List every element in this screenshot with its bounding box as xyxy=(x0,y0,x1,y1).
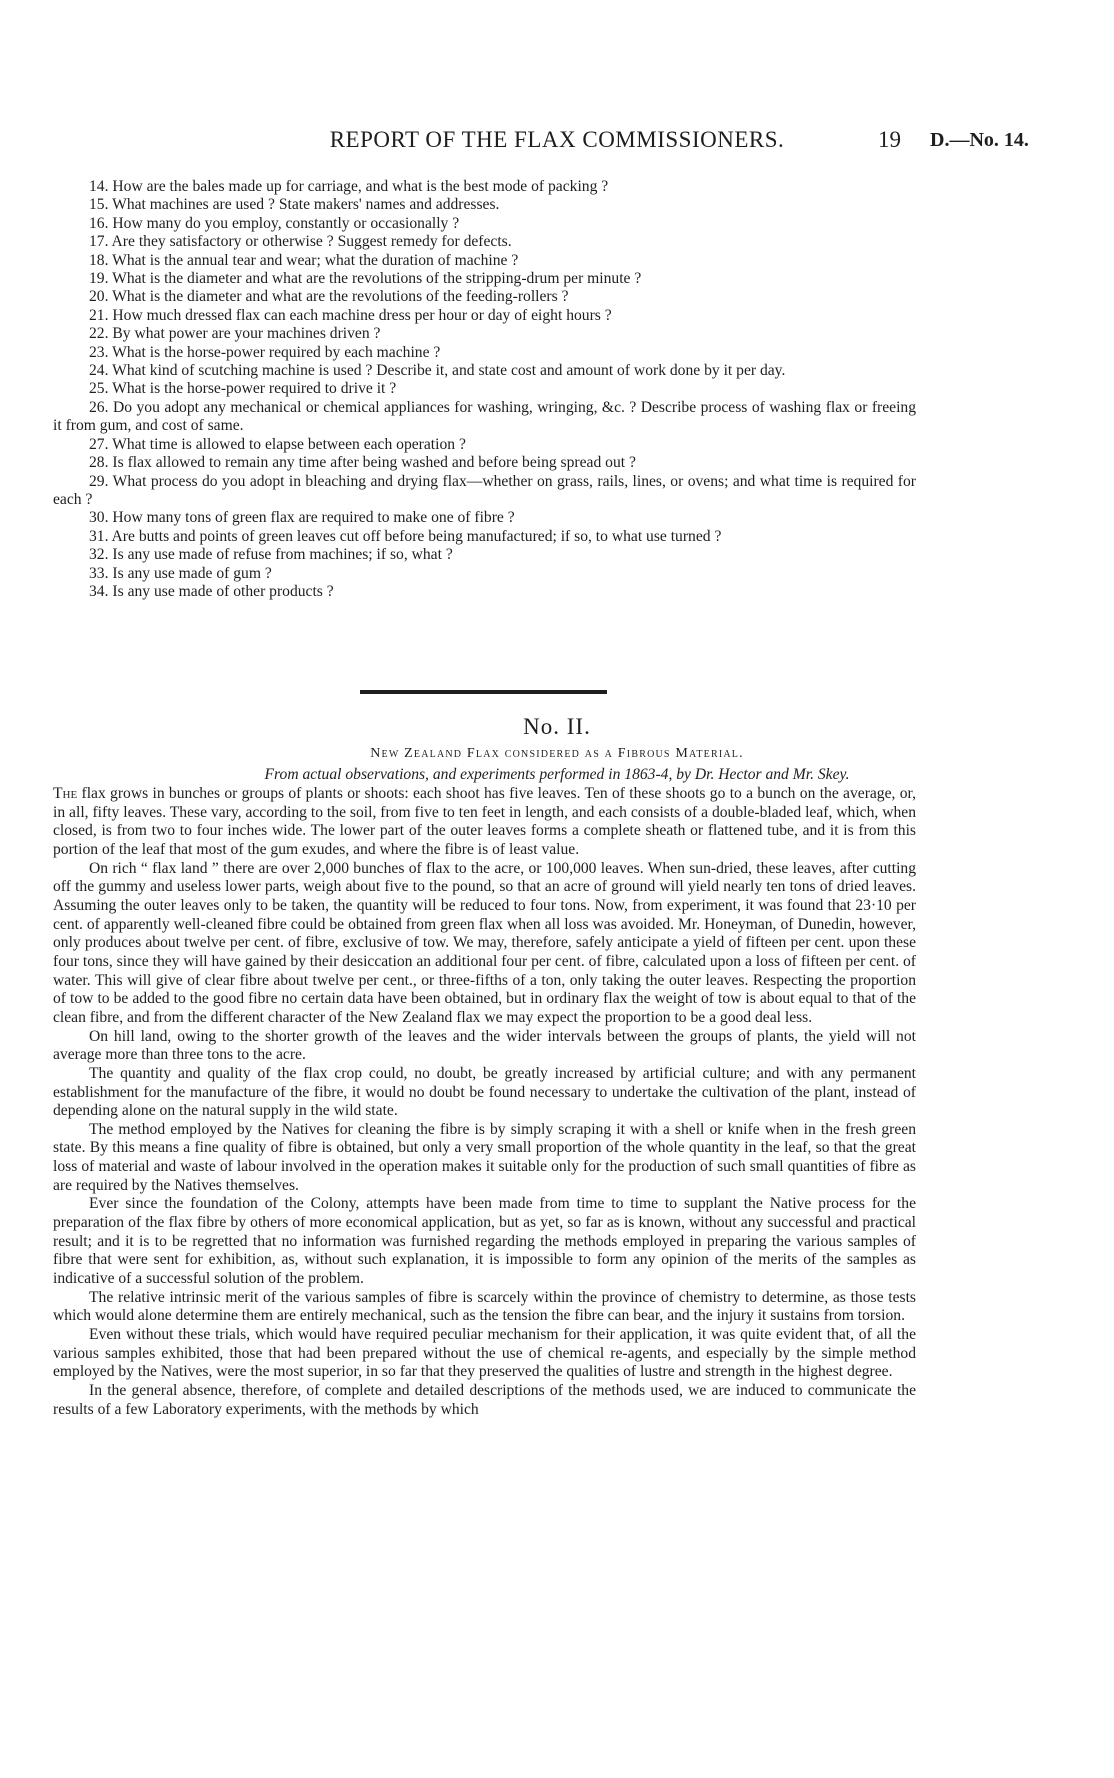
question-number: 16. xyxy=(89,214,109,232)
question-item xyxy=(53,509,916,527)
question-number: 17. xyxy=(89,233,109,251)
question-item xyxy=(53,565,916,583)
question-number: 22. xyxy=(89,325,109,343)
question-text: Is any use made of gum ? xyxy=(112,564,272,582)
running-title: REPORT OF THE FLAX COMMISSIONERS. xyxy=(329,127,785,152)
question-text: How many tons of green flax are required to make one of fibre ? xyxy=(112,509,515,527)
paragraph xyxy=(53,1326,916,1382)
question-text: What is the diameter and what are the revolutions of the feeding-rollers ? xyxy=(112,288,569,306)
question-text: What process do you adopt in bleaching and drying flax—whether on grass, rails, lines, or ovens; and what time is required for each ? xyxy=(53,472,916,508)
question-number: 27. xyxy=(89,435,109,453)
question-item xyxy=(53,196,916,214)
paragraph-text: Even without these trials, which would have required peculiar mechanism for their application, it was quite evident that, of all the various samples exhibited, those that had been prepared without the use of chemical re-agents, and especially by the simple method employed by the Natives, were the most superior, in so far that they preserved the qualities of lustre and strength in the highest degree. xyxy=(53,1326,916,1381)
paragraph-text: flax grows in bunches or groups of plants or shoots: each shoot has five leaves. Ten of these shoots go to a bunch on the average, or, in all, fifty leaves. These vary, according to the soil, from five to ten feet in length, and each consists of a double-bladed leaf, which, when closed, is from two to four inches wide. The lower part of the outer leaves forms a complete sheath or flattened tube, and it is from this portion of the leaf that most of the gum exudes, and where the fibre is of least value. xyxy=(53,785,916,858)
question-number: 23. xyxy=(89,343,109,361)
document-reference: D.—No. 14. xyxy=(930,129,1029,151)
paragraph xyxy=(53,785,916,860)
question-text: Is flax allowed to remain any time after being washed and before being spread out ? xyxy=(112,454,636,472)
body-text xyxy=(53,785,916,1419)
question-number: 26. xyxy=(89,398,109,416)
question-item xyxy=(53,233,916,251)
paragraph-text: The quantity and quality of the flax crop could, no doubt, be greatly increased by artificial culture; and with any permanent establishment for the manufacture of the fibre, it would no doubt be found necessary to undertake the cultivation of the plant, instead of depending alone on the natural supply in the wild state. xyxy=(53,1064,916,1120)
paragraph-text: The method employed by the Natives for cleaning the fibre is by simply scraping it with a shell or knife when in the fresh green state. By this means a fine quality of fibre is obtained, but only a very small proportion of the whole quantity in the leaf, so that the great loss of material and waste of labour involved in the operation makes it suitable only for the production of such small quantities of fibre as are required by the Natives themselves. xyxy=(53,1120,916,1194)
paragraph xyxy=(53,1065,916,1121)
question-text: How are the bales made up for carriage, and what is the best mode of packing ? xyxy=(112,178,609,195)
question-text: What time is allowed to elapse between each operation ? xyxy=(112,435,466,453)
question-item xyxy=(53,473,916,510)
question-item xyxy=(53,288,916,306)
question-text: Are they satisfactory or otherwise ? Suggest remedy for defects. xyxy=(111,233,512,251)
question-number: 34. xyxy=(89,582,109,600)
question-item xyxy=(53,436,916,454)
question-number: 15. xyxy=(89,196,109,214)
question-text: Is any use made of other products ? xyxy=(112,582,334,600)
paragraph xyxy=(53,1028,916,1065)
question-text: What kind of scutching machine is used ? Describe it, and state cost and amount of work done by it per day. xyxy=(112,362,786,380)
question-number: 30. xyxy=(89,509,109,527)
question-number: 20. xyxy=(89,288,109,306)
question-item xyxy=(53,380,916,398)
question-text: Is any use made of refuse from machines; if so, what ? xyxy=(112,546,453,564)
paragraph xyxy=(53,1195,916,1288)
paragraph-text: In the general absence, therefore, of complete and detailed descriptions of the methods used, we are induced to communicate the results of a few Laboratory experiments, with the methods by which xyxy=(53,1382,916,1418)
section-number: No. II. xyxy=(523,714,591,739)
question-text: How many do you employ, constantly or occasionally ? xyxy=(112,214,460,232)
question-item xyxy=(53,344,916,362)
paragraph-text: On hill land, owing to the shorter growth of the leaves and the wider intervals between the groups of plants, the yield will not average more than three tons to the acre. xyxy=(53,1027,916,1064)
question-item xyxy=(53,325,916,343)
question-number: 28. xyxy=(89,454,109,472)
question-number: 18. xyxy=(89,251,109,269)
page-header xyxy=(0,127,1114,163)
section-divider xyxy=(360,690,607,694)
question-item xyxy=(53,546,916,564)
question-item xyxy=(53,399,916,436)
question-text: What is the diameter and what are the revolutions of the stripping-drum per minute ? xyxy=(112,270,642,288)
question-text: What is the horse-power required by each machine ? xyxy=(112,343,441,361)
question-item xyxy=(53,307,916,325)
question-number: 32. xyxy=(89,546,109,564)
question-item xyxy=(53,362,916,380)
paragraph xyxy=(53,1382,916,1419)
question-text: Are butts and points of green leaves cut off before being manufactured; if so, to what use turned ? xyxy=(111,527,722,545)
page-number: 19 xyxy=(878,127,901,152)
question-number: 29. xyxy=(89,472,109,490)
section-title: New Zealand Flax considered as a Fibrous Material. xyxy=(370,746,744,761)
question-item xyxy=(53,252,916,270)
paragraph-text: Ever since the foundation of the Colony, attempts have been made from time to time to supplant the Native process for the preparation of the flax fibre by others of more economical application, but as yet, so far as is known, without any successful and practical result; and it is to be regretted that no information was furnished regarding the methods employed in preparing the various samples of fibre that were sent for exhibition, as, without such explanation, it is impossible to form any opinion of the merits of the samples as indicative of a successful solution of the problem. xyxy=(53,1195,916,1288)
question-text: By what power are your machines driven ? xyxy=(112,325,381,343)
question-list xyxy=(53,178,916,601)
question-item xyxy=(53,178,916,196)
question-number: 21. xyxy=(89,306,109,324)
question-item xyxy=(53,583,916,601)
question-number: 19. xyxy=(89,270,109,288)
section-subtitle: From actual observations, and experiments performed in 1863-4, by Dr. Hector and Mr. Skey. xyxy=(264,766,850,783)
question-text: What is the horse-power required to drive it ? xyxy=(112,380,397,398)
paragraph-text: On rich “ flax land ” there are over 2,000 bunches of flax to the acre, or 100,000 leaves. When sun-dried, these leaves, after cutting off the gummy and useless lower parts, weigh about five to the pound, so that an acre of ground will yield nearly ten tons of dried leaves. Assuming the outer leaves only to be taken, the quantity will be reduced to four tons. Now, from experiment, it was found that 23·10 per cent. of apparently well-cleaned fibre could be obtained from green flax when all loss was avoided. Mr. Honeyman, of Dunedin, however, only produces about twelve per cent. of fibre, exclusive of tow. We may, therefore, safely anticipate a yield of fifteen per cent. upon these four tons, since they will have gained by their desiccation an additional four per cent. of fibre, calculated upon a loss of fifteen per cent. of water. This will give of clear fibre about twelve per cent., or three-fifths of a ton, only taking the outer leaves. Respecting the proportion of tow to be added to the good fibre no certain data have been obtained, but in ordinary flax the weight of tow is about equal to that of the clean fibre, and from the different character of the New Zealand flax we may expect the proportion to be a good deal less. xyxy=(53,859,916,1026)
paragraph xyxy=(53,1121,916,1196)
question-number: 33. xyxy=(89,564,109,582)
question-text: What machines are used ? State makers' names and addresses. xyxy=(112,196,500,214)
question-text: What is the annual tear and wear; what the duration of machine ? xyxy=(112,251,519,269)
paragraph xyxy=(53,860,916,1028)
paragraph-text: The relative intrinsic merit of the various samples of fibre is scarcely within the province of chemistry to determine, as those tests which would alone determine them are entirely mechanical, such as the tension the fibre can bear, and the injury it sustains from torsion. xyxy=(53,1288,916,1325)
question-item xyxy=(53,215,916,233)
question-number: 25. xyxy=(89,380,109,398)
question-item xyxy=(53,270,916,288)
question-item xyxy=(53,454,916,472)
paragraph-lead-word: The xyxy=(53,785,78,802)
question-number: 14. xyxy=(89,178,109,195)
question-item xyxy=(53,528,916,546)
question-text: How much dressed flax can each machine dress per hour or day of eight hours ? xyxy=(112,306,612,324)
question-number: 24. xyxy=(89,362,109,380)
question-number: 31. xyxy=(89,527,109,545)
question-text: Do you adopt any mechanical or chemical appliances for washing, wringing, &c. ? Describe process of washing flax or freeing it from gum, and cost of same. xyxy=(53,398,916,435)
paragraph xyxy=(53,1289,916,1326)
